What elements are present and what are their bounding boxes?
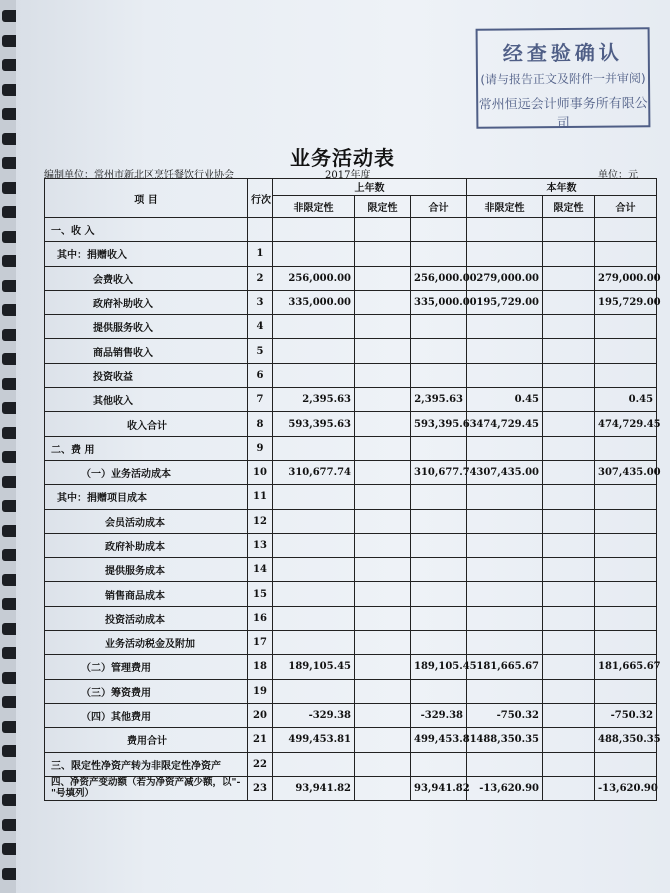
last-year-restricted-cell [355, 776, 411, 800]
row-label: 商品销售收入 [45, 339, 248, 363]
reporting-entity: 编制单位：常州市新北区烹饪餐饮行业协会 [44, 170, 234, 181]
last-year-unrestricted-cell: 189,105.45 [273, 655, 355, 679]
this-year-unrestricted-cell: 307,435.00 [467, 460, 543, 484]
row-number: 2 [248, 266, 273, 290]
last-year-restricted-cell [355, 752, 411, 776]
row-number: 14 [248, 558, 273, 582]
table-row [45, 339, 657, 363]
last-year-unrestricted-cell [273, 606, 355, 630]
row-number: 16 [248, 606, 273, 630]
activity-statement-table [44, 178, 661, 801]
this-year-unrestricted-cell: 195,729.00 [467, 290, 543, 314]
row-label: 收入合计 [45, 412, 248, 436]
last-year-restricted-cell [355, 436, 411, 460]
table-row [45, 533, 657, 557]
last-year-total-cell: 335,000.00 [411, 290, 467, 314]
row-label: 政府补助收入 [45, 290, 248, 314]
this-year-restricted-cell [543, 752, 595, 776]
this-year-unrestricted-cell [467, 631, 543, 655]
stamp-line-2: (请与报告正文及附件一并审阅) [480, 71, 646, 87]
last-year-restricted-cell [355, 558, 411, 582]
last-year-unrestricted-cell [273, 218, 355, 242]
row-label: （二）管理费用 [45, 655, 248, 679]
this-year-unrestricted-cell [467, 679, 543, 703]
this-year-restricted-cell [543, 290, 595, 314]
page-title: 业务活动表 [290, 146, 395, 170]
last-year-restricted-cell [355, 315, 411, 339]
this-year-restricted-cell [543, 460, 595, 484]
this-year-total-cell: -750.32 [595, 703, 657, 727]
last-year-restricted-cell [355, 218, 411, 242]
table-row [45, 558, 657, 582]
this-year-unrestricted-cell [467, 242, 543, 266]
row-label: （四）其他费用 [45, 703, 248, 727]
last-year-unrestricted-cell [273, 339, 355, 363]
header-ly-restricted: 限定性 [355, 195, 411, 217]
table-row [45, 679, 657, 703]
last-year-total-cell [411, 218, 467, 242]
last-year-restricted-cell [355, 655, 411, 679]
table-row [45, 460, 657, 484]
this-year-total-cell: 474,729.45 [595, 412, 657, 436]
this-year-total-cell [595, 679, 657, 703]
last-year-total-cell [411, 242, 467, 266]
table-row [45, 412, 657, 436]
this-year-unrestricted-cell [467, 606, 543, 630]
row-number: 5 [248, 339, 273, 363]
last-year-restricted-cell [355, 533, 411, 557]
this-year-total-cell: 0.45 [595, 388, 657, 412]
table-row [45, 631, 657, 655]
last-year-total-cell: -329.38 [411, 703, 467, 727]
this-year-unrestricted-cell: 488,350.35 [467, 728, 543, 752]
this-year-total-cell [595, 558, 657, 582]
table-row [45, 509, 657, 533]
table-row [45, 485, 657, 509]
header-ty-unrestricted: 非限定性 [467, 195, 543, 217]
row-label: 一、收 入 [45, 218, 248, 242]
this-year-total-cell: 488,350.35 [595, 728, 657, 752]
last-year-unrestricted-cell: 593,395.63 [273, 412, 355, 436]
header-ty-total: 合计 [595, 195, 657, 217]
row-label: 其中：捐赠项目成本 [45, 485, 248, 509]
table-row [45, 776, 657, 800]
this-year-unrestricted-cell [467, 436, 543, 460]
row-number: 10 [248, 460, 273, 484]
last-year-total-cell [411, 509, 467, 533]
last-year-restricted-cell [355, 339, 411, 363]
last-year-total-cell: 2,395.63 [411, 388, 467, 412]
this-year-total-cell [595, 363, 657, 387]
last-year-unrestricted-cell [273, 752, 355, 776]
row-label: 提供服务成本 [45, 558, 248, 582]
last-year-total-cell [411, 582, 467, 606]
header-last-year: 上年数 [273, 179, 467, 196]
last-year-restricted-cell [355, 290, 411, 314]
this-year-unrestricted-cell: 279,000.00 [467, 266, 543, 290]
last-year-unrestricted-cell [273, 679, 355, 703]
this-year-unrestricted-cell [467, 363, 543, 387]
last-year-unrestricted-cell [273, 509, 355, 533]
row-label: （三）筹资费用 [45, 679, 248, 703]
row-label: 提供服务收入 [45, 315, 248, 339]
row-label: 政府补助成本 [45, 533, 248, 557]
row-label: 会费收入 [45, 266, 248, 290]
row-number: 8 [248, 412, 273, 436]
this-year-unrestricted-cell [467, 509, 543, 533]
last-year-total-cell [411, 631, 467, 655]
this-year-restricted-cell [543, 606, 595, 630]
report-year: 2017年度 [325, 170, 371, 181]
row-number: 18 [248, 655, 273, 679]
last-year-total-cell [411, 339, 467, 363]
this-year-restricted-cell [543, 363, 595, 387]
row-number: 4 [248, 315, 273, 339]
this-year-restricted-cell [543, 266, 595, 290]
this-year-restricted-cell [543, 412, 595, 436]
row-number [248, 218, 273, 242]
this-year-unrestricted-cell [467, 558, 543, 582]
table-row [45, 436, 657, 460]
this-year-total-cell [595, 752, 657, 776]
row-number: 19 [248, 679, 273, 703]
last-year-restricted-cell [355, 606, 411, 630]
row-label: （一）业务活动成本 [45, 460, 248, 484]
this-year-restricted-cell [543, 776, 595, 800]
table-row [45, 606, 657, 630]
last-year-restricted-cell [355, 703, 411, 727]
this-year-total-cell [595, 218, 657, 242]
row-number: 3 [248, 290, 273, 314]
last-year-restricted-cell [355, 631, 411, 655]
row-label: 投资活动成本 [45, 606, 248, 630]
last-year-restricted-cell [355, 412, 411, 436]
header-this-year: 本年数 [467, 179, 657, 196]
header-ly-total: 合计 [411, 195, 467, 217]
this-year-restricted-cell [543, 436, 595, 460]
this-year-restricted-cell [543, 485, 595, 509]
row-label: 业务活动税金及附加 [45, 631, 248, 655]
last-year-total-cell [411, 363, 467, 387]
this-year-unrestricted-cell [467, 315, 543, 339]
this-year-restricted-cell [543, 582, 595, 606]
last-year-unrestricted-cell [273, 631, 355, 655]
this-year-total-cell [595, 606, 657, 630]
this-year-restricted-cell [543, 242, 595, 266]
row-label: 会员活动成本 [45, 509, 248, 533]
this-year-total-cell [595, 533, 657, 557]
last-year-restricted-cell [355, 460, 411, 484]
last-year-total-cell [411, 315, 467, 339]
last-year-restricted-cell [355, 582, 411, 606]
this-year-total-cell: 307,435.00 [595, 460, 657, 484]
this-year-unrestricted-cell [467, 485, 543, 509]
last-year-unrestricted-cell: -329.38 [273, 703, 355, 727]
last-year-unrestricted-cell: 499,453.81 [273, 728, 355, 752]
this-year-total-cell: -13,620.90 [595, 776, 657, 800]
last-year-restricted-cell [355, 242, 411, 266]
last-year-unrestricted-cell: 93,941.82 [273, 776, 355, 800]
table-row [45, 388, 657, 412]
table-row [45, 290, 657, 314]
last-year-restricted-cell [355, 509, 411, 533]
last-year-total-cell: 310,677.74 [411, 460, 467, 484]
this-year-unrestricted-cell [467, 339, 543, 363]
table-row [45, 363, 657, 387]
last-year-total-cell [411, 485, 467, 509]
last-year-restricted-cell [355, 679, 411, 703]
last-year-restricted-cell [355, 728, 411, 752]
this-year-restricted-cell [543, 533, 595, 557]
last-year-total-cell: 499,453.81 [411, 728, 467, 752]
verification-stamp [476, 27, 651, 132]
row-number: 7 [248, 388, 273, 412]
row-number: 11 [248, 485, 273, 509]
last-year-total-cell: 93,941.82 [411, 776, 467, 800]
table-row [45, 266, 657, 290]
last-year-unrestricted-cell: 2,395.63 [273, 388, 355, 412]
this-year-total-cell: 181,665.67 [595, 655, 657, 679]
last-year-total-cell [411, 533, 467, 557]
row-label: 四、净资产变动额（若为净资产减少额，以"-"号填列） [45, 776, 248, 800]
header-row-no: 行次 [248, 179, 273, 218]
this-year-total-cell [595, 485, 657, 509]
this-year-total-cell [595, 582, 657, 606]
last-year-unrestricted-cell [273, 485, 355, 509]
this-year-unrestricted-cell: -13,620.90 [467, 776, 543, 800]
this-year-restricted-cell [543, 218, 595, 242]
row-number: 17 [248, 631, 273, 655]
last-year-total-cell [411, 606, 467, 630]
this-year-restricted-cell [543, 631, 595, 655]
last-year-unrestricted-cell [273, 436, 355, 460]
this-year-restricted-cell [543, 728, 595, 752]
this-year-restricted-cell [543, 703, 595, 727]
this-year-total-cell [595, 339, 657, 363]
row-label: 投资收益 [45, 363, 248, 387]
last-year-unrestricted-cell [273, 315, 355, 339]
this-year-total-cell [595, 242, 657, 266]
this-year-restricted-cell [543, 558, 595, 582]
this-year-unrestricted-cell: -750.32 [467, 703, 543, 727]
last-year-total-cell [411, 752, 467, 776]
row-number: 15 [248, 582, 273, 606]
row-label: 其他收入 [45, 388, 248, 412]
last-year-total-cell: 189,105.45 [411, 655, 467, 679]
table-row [45, 703, 657, 727]
last-year-restricted-cell [355, 388, 411, 412]
last-year-restricted-cell [355, 266, 411, 290]
last-year-total-cell [411, 558, 467, 582]
stamp-line-3: 常州恒远会计师事务所有限公司 [478, 96, 648, 132]
this-year-restricted-cell [543, 509, 595, 533]
this-year-unrestricted-cell [467, 752, 543, 776]
last-year-total-cell: 593,395.63 [411, 412, 467, 436]
this-year-total-cell: 279,000.00 [595, 266, 657, 290]
last-year-unrestricted-cell: 256,000.00 [273, 266, 355, 290]
row-number: 12 [248, 509, 273, 533]
last-year-total-cell: 256,000.00 [411, 266, 467, 290]
this-year-restricted-cell [543, 679, 595, 703]
header-item: 项 目 [45, 179, 248, 218]
header-ly-unrestricted: 非限定性 [273, 195, 355, 217]
row-number: 23 [248, 776, 273, 800]
this-year-restricted-cell [543, 655, 595, 679]
this-year-total-cell [595, 436, 657, 460]
row-label: 费用合计 [45, 728, 248, 752]
last-year-restricted-cell [355, 485, 411, 509]
row-number: 22 [248, 752, 273, 776]
this-year-total-cell [595, 315, 657, 339]
this-year-total-cell [595, 631, 657, 655]
table-row [45, 752, 657, 776]
this-year-total-cell [595, 509, 657, 533]
last-year-total-cell [411, 679, 467, 703]
stamp-line-1: 经查验确认 [502, 40, 623, 66]
this-year-restricted-cell [543, 315, 595, 339]
table-row [45, 315, 657, 339]
this-year-restricted-cell [543, 388, 595, 412]
this-year-total-cell: 195,729.00 [595, 290, 657, 314]
last-year-unrestricted-cell [273, 582, 355, 606]
last-year-unrestricted-cell [273, 363, 355, 387]
row-number: 21 [248, 728, 273, 752]
row-number: 6 [248, 363, 273, 387]
this-year-unrestricted-cell: 474,729.45 [467, 412, 543, 436]
header-ty-restricted: 限定性 [543, 195, 595, 217]
row-number: 9 [248, 436, 273, 460]
this-year-restricted-cell [543, 339, 595, 363]
table-row [45, 728, 657, 752]
last-year-unrestricted-cell: 310,677.74 [273, 460, 355, 484]
last-year-unrestricted-cell [273, 533, 355, 557]
last-year-unrestricted-cell [273, 242, 355, 266]
table-row [45, 655, 657, 679]
this-year-unrestricted-cell [467, 218, 543, 242]
row-number: 1 [248, 242, 273, 266]
row-label: 其中：捐赠收入 [45, 242, 248, 266]
this-year-unrestricted-cell [467, 533, 543, 557]
table-row [45, 582, 657, 606]
row-label: 二、费 用 [45, 436, 248, 460]
last-year-unrestricted-cell: 335,000.00 [273, 290, 355, 314]
table-row [45, 242, 657, 266]
row-label: 销售商品成本 [45, 582, 248, 606]
last-year-unrestricted-cell [273, 558, 355, 582]
row-number: 20 [248, 703, 273, 727]
this-year-unrestricted-cell: 0.45 [467, 388, 543, 412]
table-row [45, 218, 657, 242]
row-number: 13 [248, 533, 273, 557]
last-year-restricted-cell [355, 363, 411, 387]
this-year-unrestricted-cell [467, 582, 543, 606]
this-year-unrestricted-cell: 181,665.67 [467, 655, 543, 679]
row-label: 三、限定性净资产转为非限定性净资产 [45, 752, 248, 776]
currency-unit: 单位：元 [598, 170, 638, 181]
last-year-total-cell [411, 436, 467, 460]
